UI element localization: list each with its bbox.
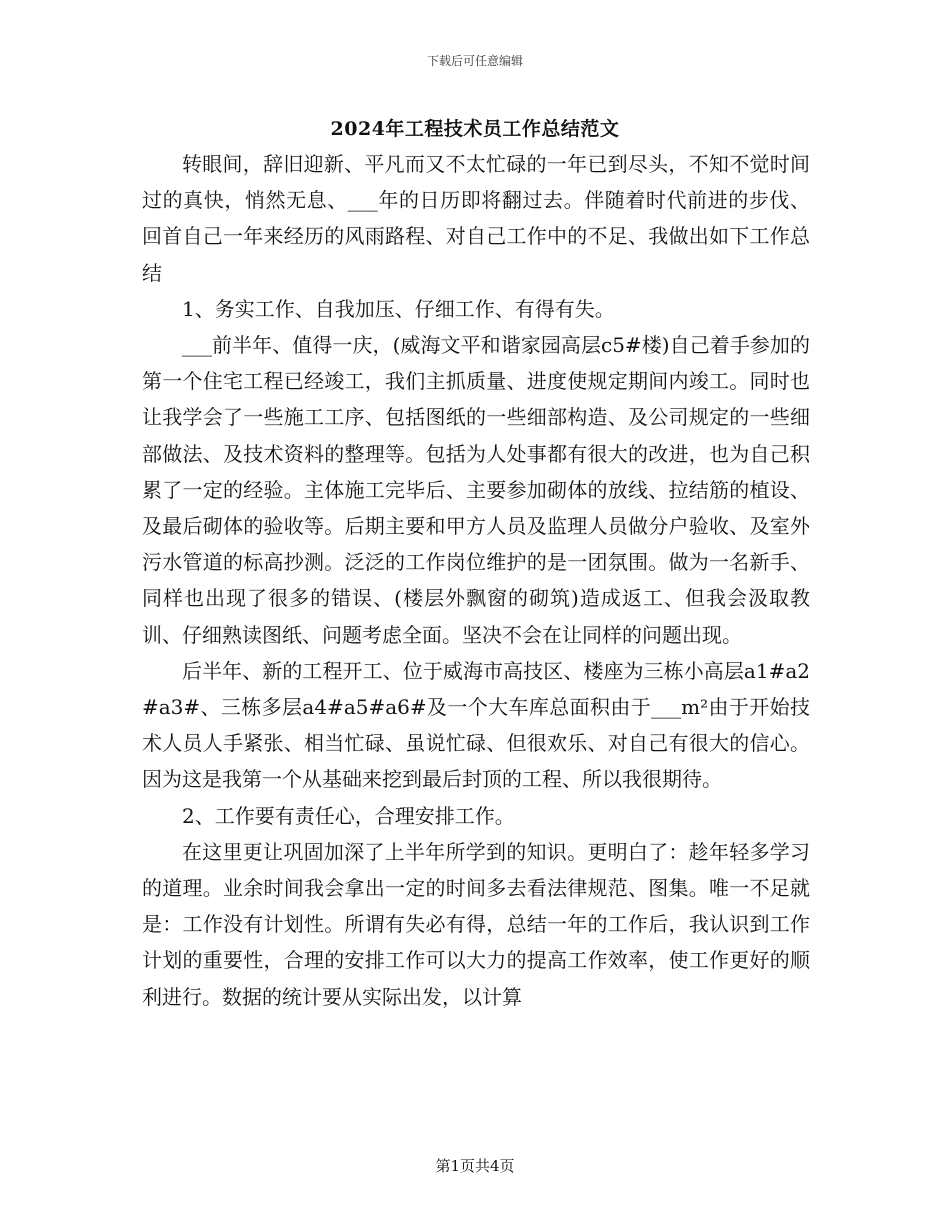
paragraph-second-half-year: 后半年、新的工程开工、位于威海市高技区、楼座为三栋小高层a1#a2#a3#、三栋多层a4#a5#a6#及一个大车库总面积由于___m²由于开始技术人员人手紧张、相当忙碌、虽说忙碌、但很欢乐、对自己有很大的信心。因为这是我第一个从基础来挖到最后封顶的工程、所以我很期待。 bbox=[142, 658, 810, 792]
paragraph-first-half-year: ___前半年、值得一庆，(威海文平和谐家园高层c5#楼)自己着手参加的第一个住宅工程已经竣工，我们主抓质量、进度使规定期间内竣工。同时也让我学会了一些施工工序、包括图纸的一些细部构造、及公司规定的一些细部做法、及技术资料的整理等。包括为人处事都有很大的改进，也为自己积累了一定的经验。主体施工完毕后、主要参加砌体的放线、拉结筋的植设、及最后砌体的验收等。后期主要和甲方人员及监理人员做分户验收、及室外污水管道的标高抄测。泛泛的工作岗位维护的是一团氛围。做为一名新手、同样也出现了很多的错误、(楼层外飘窗的砌筑)造成返工、但我会汲取教训、仔细熟读图纸、问题考虑全面。坚决不会在让同样的问题出现。 bbox=[142, 333, 810, 647]
paragraph-section-2-heading: 2、工作要有责任心，合理安排工作。 bbox=[182, 803, 515, 828]
paragraph-intro: 转眼间，辞旧迎新、平凡而又不太忙碌的一年已到尽头，不知不觉时间过的真快，悄然无息、___年的日历即将翻过去。伴随着时代前进的步伐、回首自己一年来经历的风雨路程、对自己工作中的不足、我做出如下工作总结 bbox=[142, 152, 810, 285]
paragraph-section-1-heading: 1、务实工作、自我加压、仔细工作、有得有失。 bbox=[182, 296, 615, 321]
page-header-note: 下载后可任意编辑 bbox=[426, 54, 523, 68]
page-number-footer: 第1页共4页 bbox=[435, 1157, 515, 1175]
document-body bbox=[142, 146, 810, 1015]
paragraph-consolidation: 在这里更让巩固加深了上半年所学到的知识。更明白了：趁年轻多学习的道理。业余时间我会拿出一定的时间多去看法律规范、图集。唯一不足就是：工作没有计划性。所谓有失必有得，总结一年的工作后，我认识到工作计划的重要性，合理的安排工作可以大力的提高工作效率，使工作更好的顺利进行。数据的统计要从实际出发，以计算 bbox=[142, 839, 810, 1009]
document-title: 2024年工程技术员工作总结范文 bbox=[330, 118, 620, 140]
